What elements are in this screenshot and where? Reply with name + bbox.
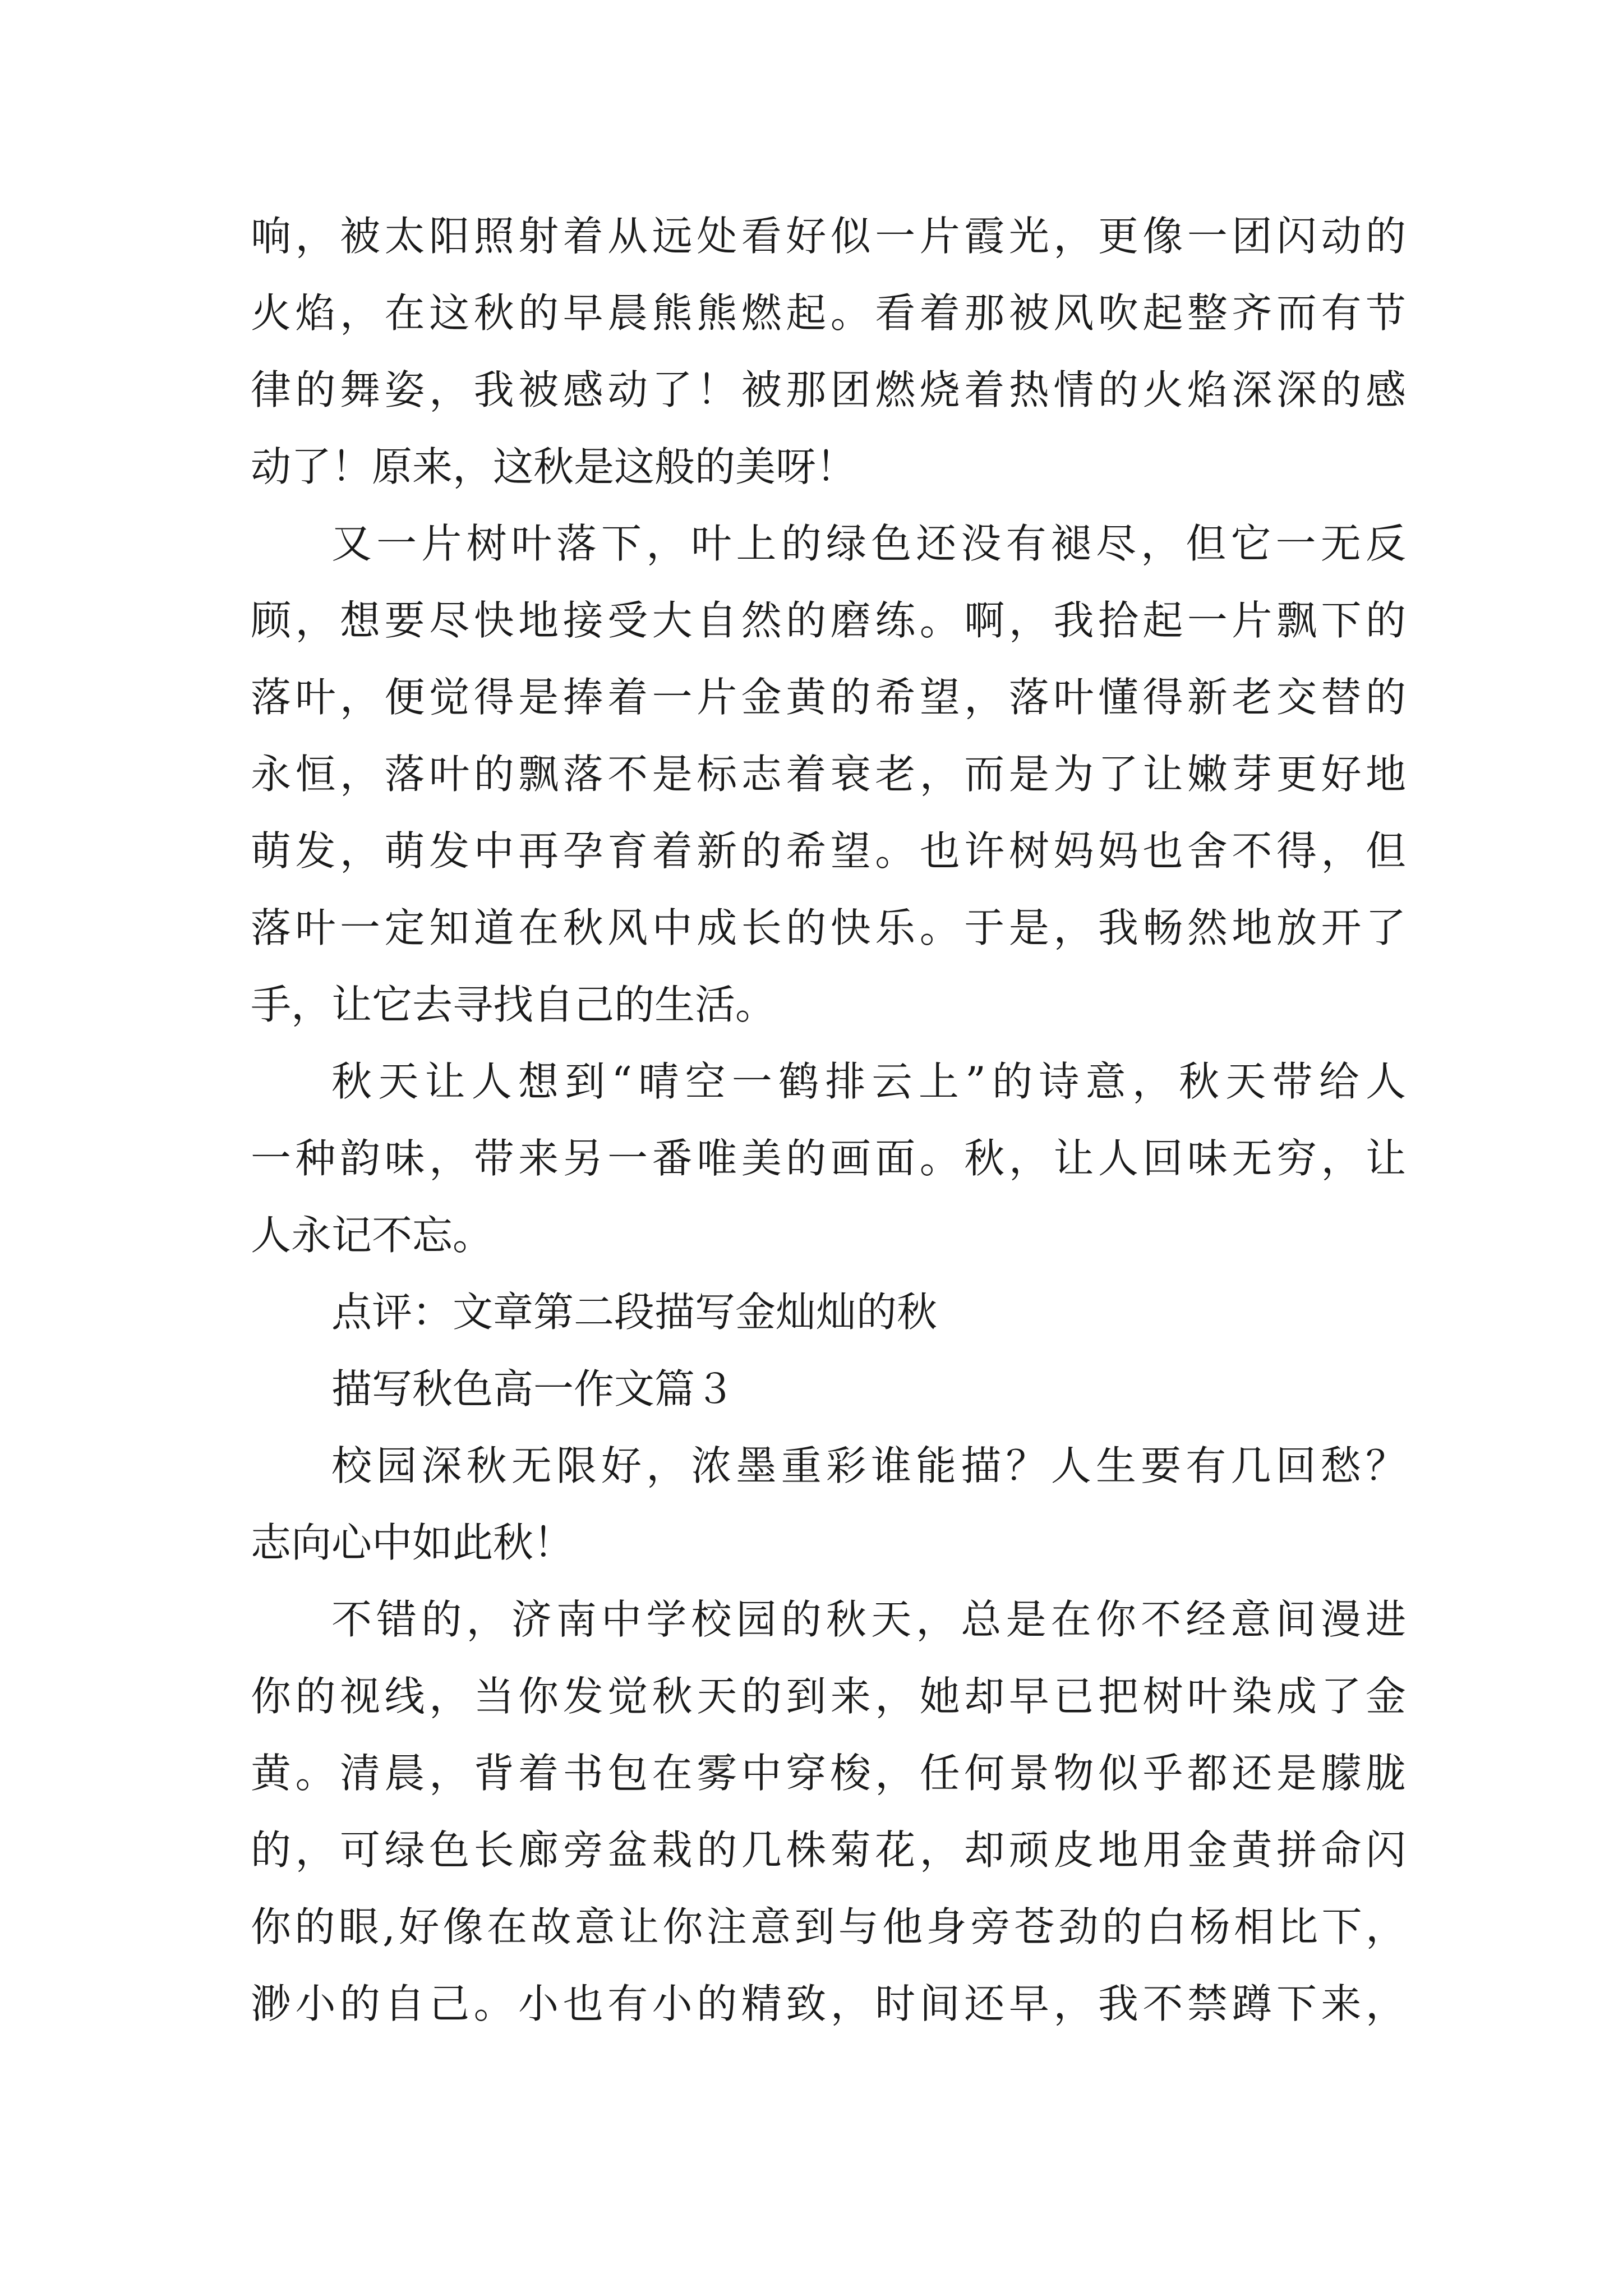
text-line: 渺小的自己。小也有小的精致，时间还早，我不禁蹲下来，	[251, 1980, 1406, 2027]
text-line: 一种韵味，带来另一番唯美的画面。秋，让人回味无穷，让	[251, 1135, 1406, 1182]
text-line: 顾，想要尽快地接受大自然的磨练。啊，我拾起一片飘下的	[251, 597, 1406, 644]
text-line: 你的眼,好像在故意让你注意到与他身旁苍劲的白杨相比下，	[251, 1903, 1406, 1950]
text-line: 人永记不忘。	[251, 1212, 494, 1259]
text-line: 黄。清晨，背着书包在雾中穿梭，任何景物似乎都还是朦胧	[251, 1750, 1406, 1797]
text-line: 律的舞姿，我被感动了！被那团燃烧着热情的火焰深深的感	[251, 366, 1406, 413]
text-line: 你的视线，当你发觉秋天的到来，她却早已把树叶染成了金	[251, 1673, 1406, 1720]
paragraph-first-line: 秋天让人想到“晴空一鹤排云上”的诗意，秋天带给人	[331, 1058, 1406, 1105]
text-line: 萌发，萌发中再孕育着新的希望。也许树妈妈也舍不得，但	[251, 827, 1406, 875]
text-line: 落叶一定知道在秋风中成长的快乐。于是，我畅然地放开了	[251, 904, 1406, 951]
text-line: 火焰，在这秋的早晨熊熊燃起。看着那被风吹起整齐而有节	[251, 289, 1406, 337]
text-line: 响，被太阳照射着从远处看好似一片霞光，更像一团闪动的	[251, 213, 1406, 260]
section-heading: 描写秋色高一作文篇３	[331, 1365, 736, 1412]
text-line: 志向心中如此秋！	[251, 1519, 574, 1566]
paragraph-first-line: 不错的，济南中学校园的秋天，总是在你不经意间漫进	[331, 1596, 1406, 1643]
paragraph-first-line: 又一片树叶落下，叶上的绿色还没有褪尽，但它一无反	[331, 520, 1406, 567]
text-line: 的，可绿色长廊旁盆栽的几株菊花，却顽皮地用金黄拼命闪	[251, 1826, 1406, 1874]
text-line: 永恒，落叶的飘落不是标志着衰老，而是为了让嫩芽更好地	[251, 751, 1406, 798]
review-comment: 点评：文章第二段描写金灿灿的秋	[331, 1289, 938, 1336]
paragraph-first-line: 校园深秋无限好，浓墨重彩谁能描？人生要有几回愁？	[331, 1442, 1406, 1489]
text-line: 动了！原来，这秋是这般的美呀！	[251, 443, 857, 490]
text-line: 落叶，便觉得是捧着一片金黄的希望，落叶懂得新老交替的	[251, 674, 1406, 721]
text-line: 手，让它去寻找自己的生活。	[251, 981, 776, 1028]
